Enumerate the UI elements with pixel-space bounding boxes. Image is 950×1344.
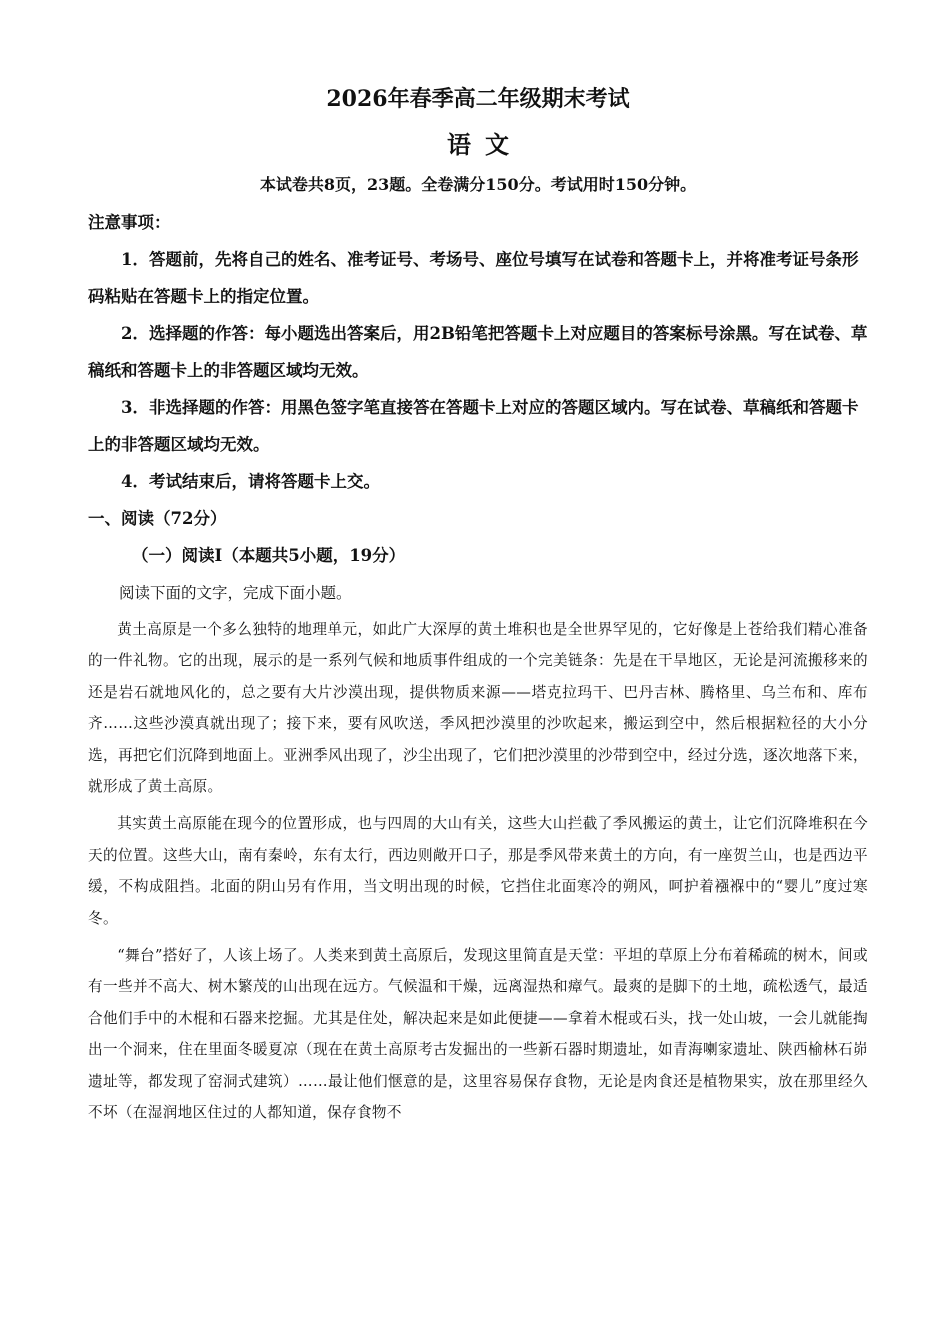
- notice-heading: 注意事项：: [88, 213, 171, 232]
- passage-paragraph-3: “舞台”搭好了，人该上场了。人类来到黄土高原后，发现这里简直是天堂：平坦的草原上分布着稀疏的树木，间或有一些并不高大、树木繁茂的山出现在远方。气候温和干燥，远离湿热和瘴气。最爽的是脚下的土地，疏松透气，最适合他们手中的木棍和石器来挖掘。尤其是住处，解决起来是如此便捷——拿着木棍或石头，找一处山坡，一会儿就能掏出一个洞来，住在里面冬暖夏凉（现在在黄土高原考古发掘出的一些新石器时期遗址，如青海喇家遗址、陕西榆林石峁遗址等，都发现了窑洞式建筑）……最让他们惬意的是，这里容易保存食物，无论是肉食还是植物果实，放在那里经久不坏（在湿润地区住过的人都知道，保存食物不: [88, 947, 868, 1122]
- passage-paragraph-1: 黄土高原是一个多么独特的地理单元，如此广大深厚的黄土堆积也是全世界罕见的，它好像是上苍给我们精心准备的一件礼物。它的出现，展示的是一系列气候和地质事件组成的一个完美链条：先是在干旱地区，无论是河流搬移来的还是岩石就地风化的，总之要有大片沙漠出现，提供物质来源——塔克拉玛干、巴丹吉林、腾格里、乌兰布和、库布齐……这些沙漠真就出现了；接下来，要有风吹送，季风把沙漠里的沙吹起来，搬运到空中，然后根据粒径的大小分选，再把它们沉降到地面上。亚洲季风出现了，沙尘出现了，它们把沙漠里的沙带到空中，经过分选，逐次地落下来，就形成了黄土高原。: [88, 621, 868, 796]
- exam-meta: 本试卷共8页，23题。全卷满分150分。考试用时150分钟。: [259, 175, 697, 194]
- reading-instruction: 阅读下面的文字，完成下面小题。: [119, 584, 352, 602]
- notice-item-3: 3．非选择题的作答：用黑色签字笔直接答在答题卡上对应的答题区域内。写在试卷、草稿纸和答题卡上的非答题区域均无效。: [88, 398, 859, 454]
- subject-title: 语文: [447, 130, 523, 159]
- subsection-heading: （一）阅读Ⅰ（本题共5小题，19分）: [132, 546, 406, 565]
- section-heading: 一、阅读（72分）: [88, 509, 227, 528]
- notice-item-2: 2．选择题的作答：每小题选出答案后，用2B铅笔把答题卡上对应题目的答案标号涂黑。写在试卷、草稿纸和答题卡上的非答题区域均无效。: [88, 324, 868, 380]
- notice-item-4: 4．考试结束后，请将答题卡上交。: [121, 472, 380, 491]
- passage-paragraph-2: 其实黄土高原能在现今的位置形成，也与四周的大山有关，这些大山拦截了季风搬运的黄土，让它们沉降堆积在今天的位置。这些大山，南有秦岭，东有太行，西边则敞开口子，那是季风带来黄土的方向，有一座贺兰山，也是西边平缓，不构成阻挡。北面的阴山另有作用，当文明出现的时候，它挡住北面寒冷的朔风，呵护着襁褓中的“婴儿”度过寒冬。: [88, 815, 868, 927]
- notice-item-1: 1．答题前，先将自己的姓名、准考证号、考场号、座位号填写在试卷和答题卡上，并将准考证号条形码粘贴在答题卡上的指定位置。: [88, 250, 859, 306]
- exam-title: 2026年春季高二年级期末考试: [326, 86, 630, 112]
- exam-page: [88, 82, 868, 1129]
